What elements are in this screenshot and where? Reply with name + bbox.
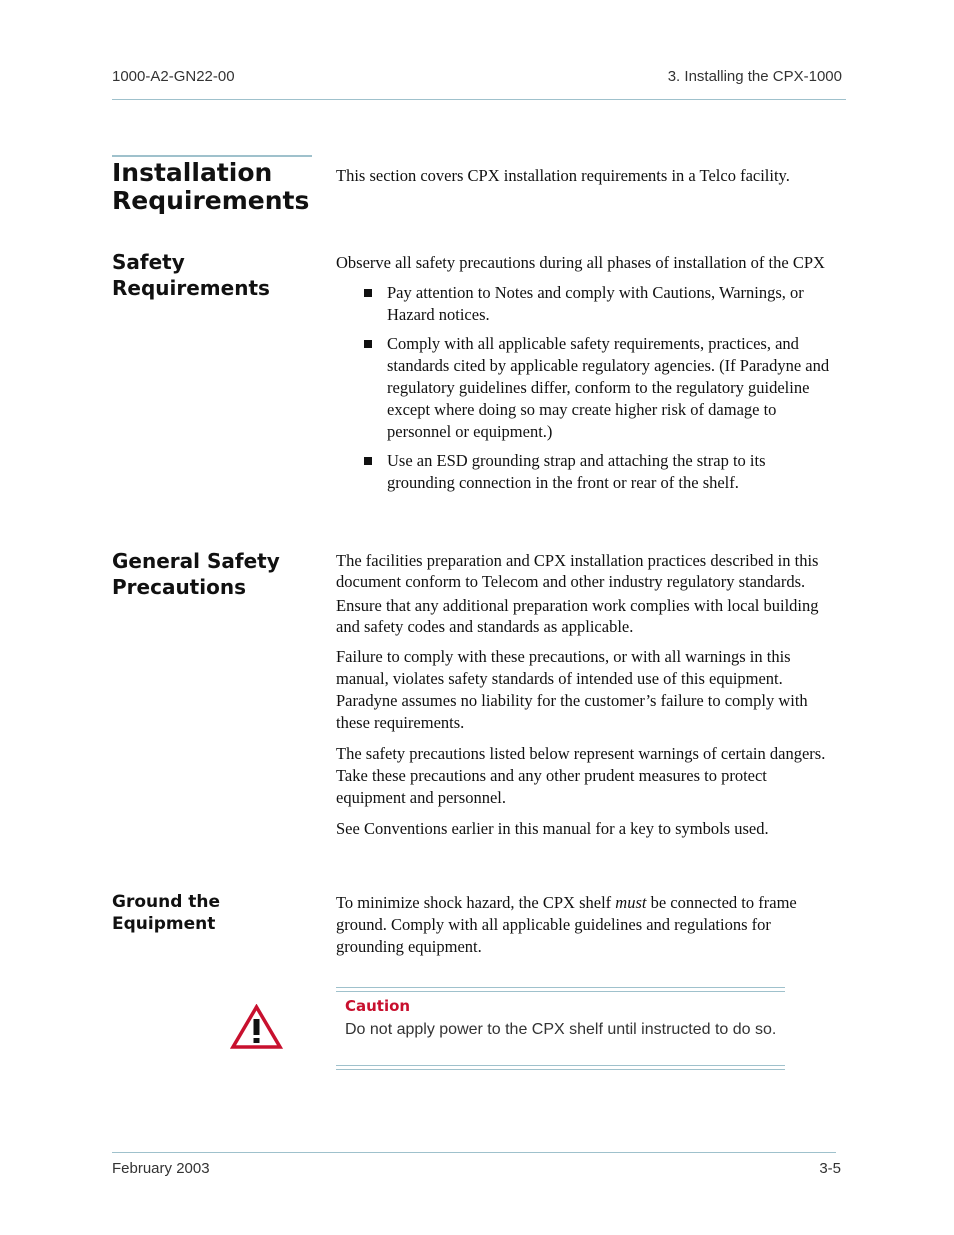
safety-heading xyxy=(112,249,322,301)
caution-title: Caution xyxy=(345,997,411,1015)
installation-text: This section covers CPX installation requirements in a Telco facility. xyxy=(336,166,790,185)
bullet-square-icon xyxy=(364,289,372,297)
general-paragraph: See Conventions earlier in this manual for a key to symbols used. xyxy=(336,819,769,838)
installation-heading-line1: Installation xyxy=(112,158,273,187)
general-paragraph: The safety precautions listed below represent warnings of certain dangers. Take these precautions and any other prudent measures to protect equipment and personnel. xyxy=(336,744,826,807)
footer-date: February 2003 xyxy=(112,1160,210,1177)
general-heading-line2: Precautions xyxy=(112,575,246,599)
caution-top-rule xyxy=(336,987,785,992)
safety-heading-line2: Requirements xyxy=(112,276,270,300)
ground-text-end: be connected to frame ground. Comply with all applicable guidelines and regulations for grounding equipment. xyxy=(336,893,797,956)
caution-bottom-rule xyxy=(336,1065,785,1070)
safety-heading-line1: Safety xyxy=(112,250,185,274)
safety-intro: Observe all safety precautions during all phases of installation of the CPX xyxy=(336,253,825,272)
safety-bullet-list xyxy=(336,282,836,494)
list-item xyxy=(336,333,836,443)
header-rule xyxy=(112,99,846,100)
bullet-text: Pay attention to Notes and comply with Cautions, Warnings, or Hazard notices. xyxy=(387,283,804,324)
ground-text-start: To minimize shock hazard, the CPX shelf xyxy=(336,893,616,912)
installation-heading-line2: Requirements xyxy=(112,186,310,215)
warning-triangle-icon xyxy=(230,1004,283,1050)
list-item xyxy=(336,282,836,326)
general-paragraph: The facilities preparation and CPX installation practices described in this document conform to Telecom and other industry regulatory standards. xyxy=(336,551,819,591)
ground-heading-line2: Equipment xyxy=(112,914,216,934)
header-chapter: 3. Installing the CPX-1000 xyxy=(667,68,842,85)
bullet-text: Comply with all applicable safety requirements, practices, and standards cited by applicable regulatory agencies. (If Paradyne and regulatory guidelines differ, conform to the regulatory guideline except where doing so may create higher risk of damage to personnel or equipment.) xyxy=(387,334,830,441)
bullet-square-icon xyxy=(364,457,372,465)
general-body xyxy=(336,551,836,848)
safety-body xyxy=(336,252,836,501)
caution-text: Do not apply power to the CPX shelf until instructed to do so. xyxy=(345,1021,777,1038)
ground-heading xyxy=(112,891,322,935)
ground-heading-line1: Ground the xyxy=(112,892,221,912)
heading-rule xyxy=(112,155,312,157)
header-doc-number: 1000-A2-GN22-00 xyxy=(112,68,235,85)
installation-heading xyxy=(112,159,322,215)
general-heading xyxy=(112,548,322,600)
footer-rule xyxy=(112,1152,836,1153)
bullet-text: Use an ESD grounding strap and attaching the strap to its grounding connection in the front or rear of the shelf. xyxy=(387,451,766,492)
ground-text-emphasis: must xyxy=(615,893,647,912)
ground-text xyxy=(336,892,826,958)
general-heading-line1: General Safety xyxy=(112,549,280,573)
list-item xyxy=(336,450,836,494)
general-paragraph: Ensure that any additional preparation work complies with local building and safety codes and standards as applicable. xyxy=(336,596,819,636)
footer-page-number: 3-5 xyxy=(819,1160,841,1177)
general-paragraph: Failure to comply with these precautions, or with all warnings in this manual, violates safety standards of intended use of this equipment. Paradyne assumes no liability for the customer’s failure to comply with these requirements. xyxy=(336,647,808,732)
bullet-square-icon xyxy=(364,340,372,348)
